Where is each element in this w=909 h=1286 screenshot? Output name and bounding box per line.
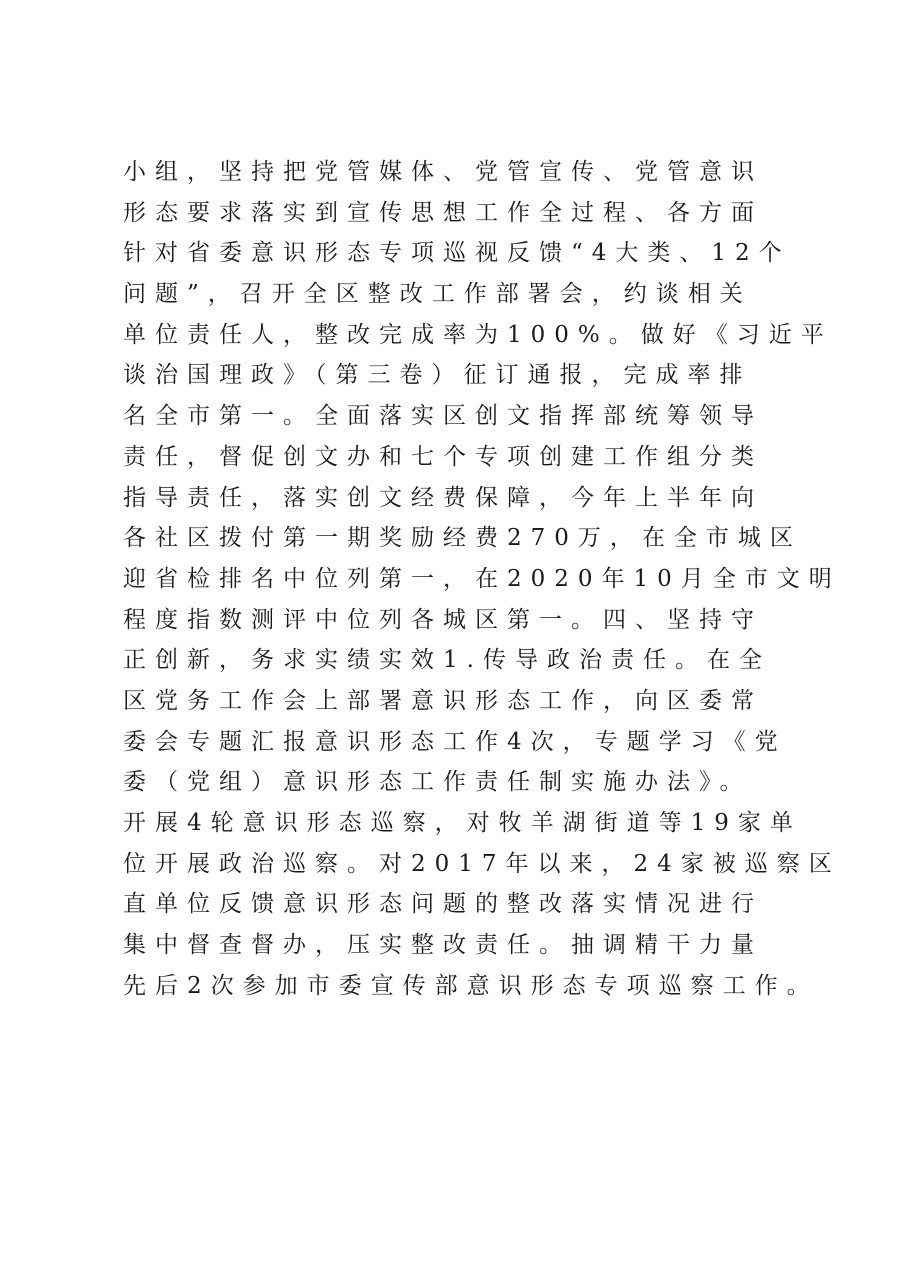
text-line-16: 委（党组）意识形态工作责任制实施办法》。 bbox=[123, 769, 752, 796]
text-line-4: 问题”，召开全区整改工作部署会，约谈相关 bbox=[123, 281, 752, 308]
text-line-10: 各社区拨付第一期奖励经费270万，在全市城区 bbox=[123, 525, 802, 552]
text-line-9: 指导责任，落实创文经费保障，今年上半年向 bbox=[123, 484, 763, 511]
text-line-15: 委会专题汇报意识形态工作4次，专题学习《党 bbox=[123, 728, 787, 755]
text-line-19: 直单位反馈意识形态问题的整改落实情况进行 bbox=[123, 891, 763, 918]
text-line-20: 集中督查督办，压实整改责任。抽调精干力量 bbox=[123, 932, 763, 959]
text-line-2: 形态要求落实到宣传思想工作全过程、各方面 bbox=[123, 199, 763, 226]
text-line-3: 针对省委意识形态专项巡视反馈“4大类、12个 bbox=[123, 240, 791, 267]
text-line-14: 区党务工作会上部署意识形态工作，向区委常 bbox=[123, 687, 763, 714]
text-line-18: 位开展政治巡察。对2017年以来，24家被巡察区 bbox=[123, 850, 841, 877]
text-line-6: 谈治国理政》（第三卷）征订通报，完成率排 bbox=[123, 362, 752, 389]
text-line-8: 责任，督促创文办和七个专项创建工作组分类 bbox=[123, 443, 763, 470]
text-line-1: 小组，坚持把党管媒体、党管宣传、党管意识 bbox=[123, 159, 763, 185]
text-line-13: 正创新，务求实绩实效1.传导政治责任。在全 bbox=[123, 647, 771, 674]
text-line-7: 名全市第一。全面落实区创文指挥部统筹领导 bbox=[123, 403, 763, 430]
text-line-12: 程度指数测评中位列各城区第一。四、坚持守 bbox=[123, 606, 763, 633]
text-line-17: 开展4轮意识形态巡察，对牧羊湖街道等19家单 bbox=[123, 810, 802, 836]
text-line-5: 单位责任人，整改完成率为100%。做好《习近平 bbox=[123, 321, 833, 348]
text-line-11: 迎省检排名中位列第一，在2020年10月全市文明 bbox=[123, 565, 841, 592]
body-text bbox=[123, 152, 841, 1006]
text-line-21: 先后2次参加市委宣传部意识形态专项巡察工作。 bbox=[123, 972, 819, 999]
